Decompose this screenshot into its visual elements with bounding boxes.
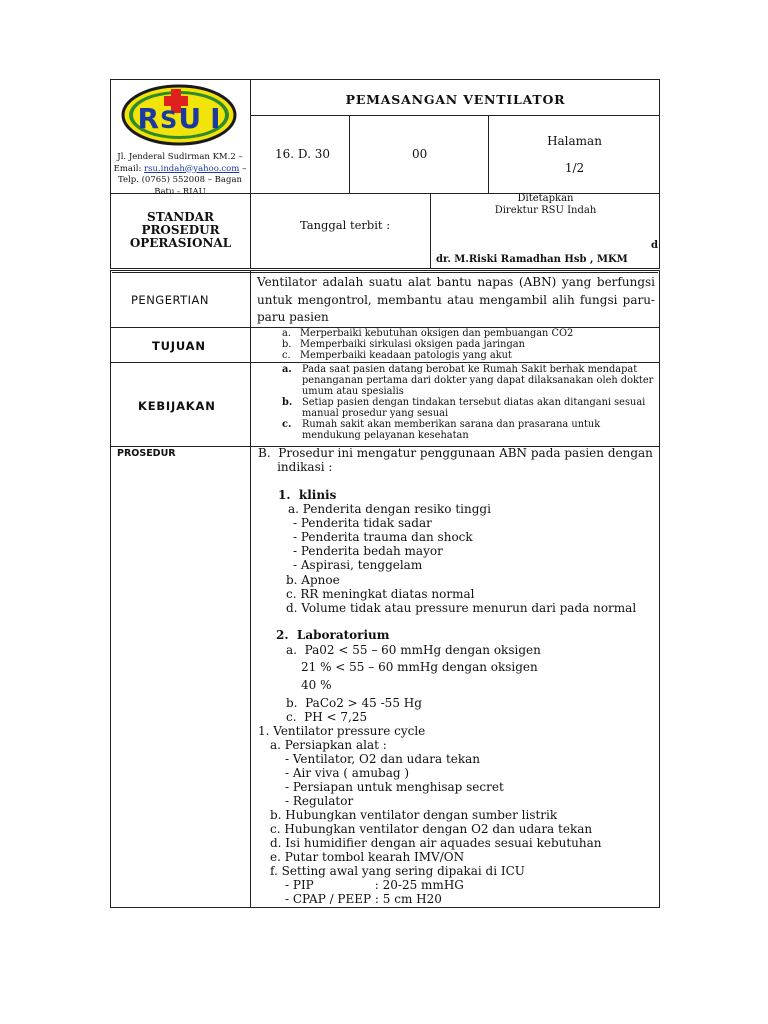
kebijakan-label: KEBIJAKAN — [138, 399, 216, 413]
revision-number: 00 — [412, 147, 428, 161]
list-item: b. Memperbaiki sirkulasi oksigen pada jaringan — [282, 339, 525, 350]
logo-text: RSU I — [137, 102, 222, 135]
document-title: PEMASANGAN VENTILATOR — [345, 92, 566, 107]
kebijakan-list — [278, 364, 653, 441]
list-item: a. Pada saat pasien datang berobat ke Rumah Sakit berhak mendapat penanganan pertama dari dokter yang dapat dilaksanakan oleh dokter umum atau spesialis — [282, 364, 654, 397]
spo-title: STANDAR PROSEDUR OPERASIONAL — [129, 210, 232, 250]
document-number: 16. D. 30 — [275, 147, 330, 161]
email-link[interactable]: rsu.indah@yahoo.com — [144, 163, 240, 174]
set-by-label: Ditetapkan — [517, 193, 574, 204]
page-label: Halaman — [547, 134, 602, 148]
list-item: a. Merperbaiki kebutuhan oksigen dan pembuangan CO2 — [282, 328, 574, 339]
tujuan-label: TUJUAN — [152, 339, 206, 353]
hospital-logo — [121, 84, 238, 146]
pengertian-text: Ventilator adalah suatu alat bantu napas (ABN) yang berfungsi untuk mengontrol, membantu atau mengambil alih fungsi paru- paru pasien — [257, 275, 655, 324]
page-value: 1/2 — [564, 161, 585, 175]
director-title: Direktur RSU Indah — [494, 205, 597, 216]
tujuan-list — [278, 328, 573, 361]
list-item: c. Rumah sakit akan memberikan sarana dan prasarana untuk mendukung pelayanan kesehatan — [282, 419, 601, 441]
pengertian-label: PENGERTIAN — [131, 293, 210, 307]
issue-date-label: Tanggal terbit : — [300, 218, 391, 232]
hospital-address: Jl. Jenderal Sudirman KM.2 – Email: rsu.indah@yahoo.com – Telp. (0765) 552008 – Bagan Batu - RIAU — [113, 152, 247, 197]
signature-mark: d — [651, 240, 658, 251]
prosedur-label: PROSEDUR — [117, 448, 176, 459]
list-item: c. Memperbaiki keadaan patologis yang akut — [282, 350, 512, 361]
list-item: b. Setiap pasien dengan tindakan tersebut diatas akan ditangani sesuai manual prosedur yang sesuai — [282, 397, 646, 419]
director-name: dr. M.Riski Ramadhan Hsb , MKM — [436, 254, 628, 265]
